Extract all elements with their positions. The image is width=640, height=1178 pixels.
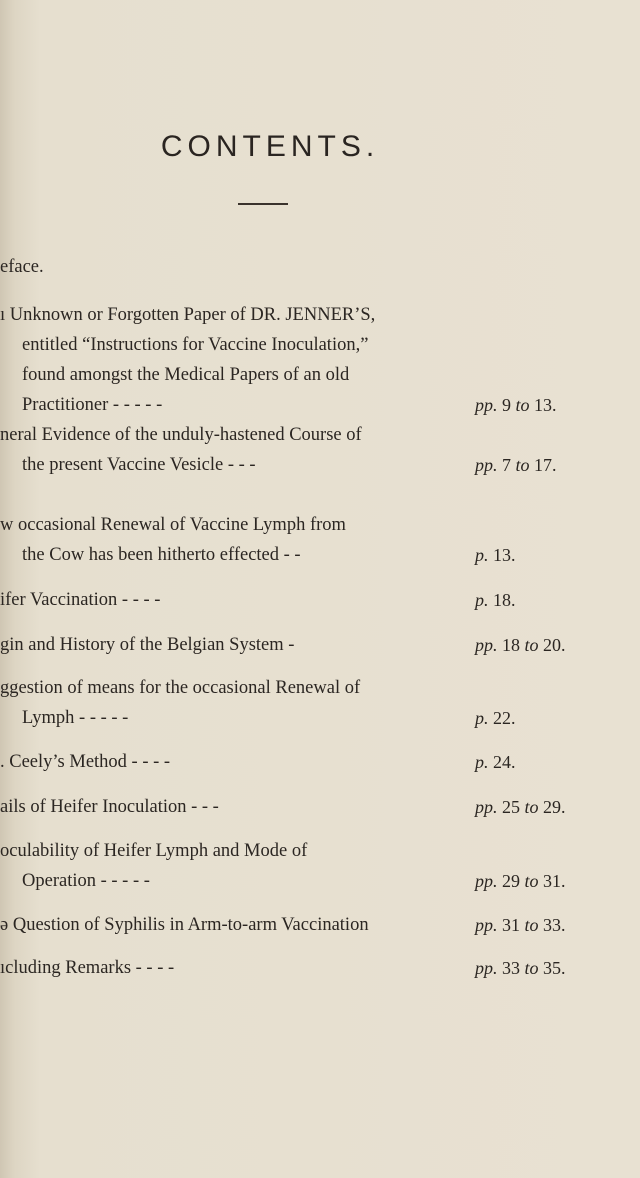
toc-entry (0, 910, 620, 940)
entry-line-text: the Cow has been hitherto effected - - (22, 545, 301, 565)
contents-heading: CONTENTS. (160, 130, 380, 163)
entry-line-text: ifer Vaccination - - - - (0, 590, 161, 610)
page-reference: pp. 29 to 31. (475, 871, 566, 891)
entry-line: w occasional Renewal of Vaccine Lymph from (0, 515, 346, 535)
toc-entry (0, 673, 620, 733)
toc-entry (0, 792, 620, 822)
page-reference: pp. 18 to 20. (475, 635, 566, 655)
entry-line-text: ails of Heifer Inoculation - - - (0, 797, 219, 817)
entry-line (0, 866, 620, 896)
page-reference: pp. 7 to 17. (475, 455, 557, 475)
toc-entry (0, 420, 620, 480)
toc-entry (0, 953, 620, 983)
page-reference: pp. 31 to 33. (475, 915, 566, 935)
toc-entry (0, 836, 620, 896)
entry-line-text: Practitioner - - - - - (22, 395, 163, 415)
entry-line-text: . Ceely’s Method - - - - (0, 752, 171, 772)
heading-rule (238, 203, 288, 205)
entry-line (0, 390, 620, 420)
entry-line (0, 585, 620, 615)
entry-line-text: Lymph - - - - - (22, 708, 129, 728)
entry-line-text: gin and History of the Belgian System - (0, 635, 295, 655)
entry-line: neral Evidence of the unduly-hastened Course of (0, 425, 362, 445)
page-reference: p. 13. (475, 545, 516, 565)
page-reference: p. 24. (475, 752, 516, 772)
entry-line (0, 703, 620, 733)
entry-line (0, 630, 620, 660)
page-reference: pp. 25 to 29. (475, 797, 566, 817)
page-reference: p. 22. (475, 708, 516, 728)
page-reference: p. 18. (475, 590, 516, 610)
toc-entry (0, 630, 620, 660)
toc-entry (0, 300, 620, 420)
entry-line-text: ıcluding Remarks - - - - (0, 958, 175, 978)
entry-line-text: the present Vaccine Vesicle - - - (22, 455, 256, 475)
entry-line: found amongst the Medical Papers of an old (22, 365, 350, 385)
page-reference: pp. 33 to 35. (475, 958, 566, 978)
entry-line: eface. (0, 257, 44, 277)
entry-line (0, 540, 620, 570)
entry-line: ggestion of means for the occasional Renewal of (0, 678, 361, 698)
entry-line (0, 953, 620, 983)
entry-line-text: ə Question of Syphilis in Arm-to-arm Vaccination (0, 915, 369, 935)
toc-entry (0, 252, 620, 282)
entry-line (0, 450, 620, 480)
entry-line: ı Unknown or Forgotten Paper of DR. JENNER’S, (0, 305, 376, 325)
toc-entry (0, 510, 620, 570)
entry-line-text: Operation - - - - - (22, 871, 150, 891)
toc-entry (0, 747, 620, 777)
page-reference: pp. 9 to 13. (475, 395, 557, 415)
toc-entry (0, 585, 620, 615)
entry-line (0, 747, 620, 777)
entry-line: oculability of Heifer Lymph and Mode of (0, 841, 308, 861)
entry-line: entitled “Instructions for Vaccine Inoculation,” (22, 335, 369, 355)
entry-line (0, 792, 620, 822)
entry-line (0, 910, 620, 940)
